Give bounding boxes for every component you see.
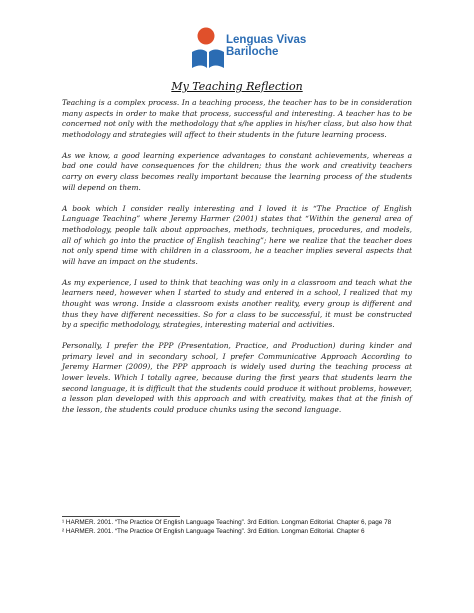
page-title: My Teaching Reflection	[171, 80, 303, 93]
footnote-1: ¹ HARMER. 2001. “The Practice Of English Language Teaching”. 3rd Edition. Longman Editorial. Chapter 6, page 78	[62, 519, 392, 526]
logo-line-1: Lenguas Vivas	[226, 34, 307, 46]
institution-logo	[189, 22, 329, 78]
document-body	[62, 98, 412, 426]
footnote-separator	[62, 516, 180, 517]
paragraph-1: Teaching is a complex process. In a teaching process, the teacher has to be in consideration many aspects in order to make that process, successful and interesting. A teacher has to be concerned not only with the methodology that s/he applies in his/her class, but also how that methodology and strategies will affect to their students in the future learning process.	[62, 98, 412, 139]
book-left-page	[192, 50, 207, 69]
logo-line-2: Bariloche	[226, 46, 279, 58]
paragraph-4: As my experience, I used to think that teaching was only in a classroom and teach what the learners need, however when I started to study and entered in a school, I realized that my thought was wrong. Inside a classroom exists another reality, every group is different and thus they have different necessities. So for a class to be successful, it must be constructed by a specific methodology, strategies, interesting material and activities.	[62, 277, 412, 330]
paragraph-3: A book which I consider really interesting and I loved it is “The Practice of English Language Teaching” where Jeremy Harmer (2001) states that “Within the general area of methodology, people talk about approaches, methods, techniques, procedures, and models, all of which go into the practice of English teaching”; here we realize that the teacher does not only spend time with children in a classroom, he a teacher implies several aspects that will have an impact on the students.	[62, 203, 412, 266]
logo-text	[226, 34, 306, 58]
sun-icon	[198, 28, 215, 45]
paragraph-2: As we know, a good learning experience advantages to constant achievements, whereas a bad one could have consequences for the children; thus the work and creativity teachers carry on every class becomes really important because the learning process of the students will depend on them.	[62, 150, 412, 192]
paragraph-5: Personally, I prefer the PPP (Presentation, Practice, and Production) during kinder and primary level and in secondary school, I prefer Communicative Approach According to Jeremy Harmer (2009), the PPP approach is widely used during the teaching process at lower levels. Which I totally agree, because during the first years that students learn the second language, it is difficult that the students could produce it without problems, however, a lesson plan developed with this approach and with creativity, makes that at the finish of the lesson, the students could produce chunks using the second language.	[62, 341, 412, 414]
open-book-sun-icon	[189, 22, 229, 74]
footnote-2: ² HARMER. 2001. “The Practice Of English Language Teaching”. 3rd Edition. Longman Editorial. Chapter 6	[62, 527, 365, 535]
footnotes	[62, 519, 422, 537]
book-right-page	[209, 50, 224, 69]
